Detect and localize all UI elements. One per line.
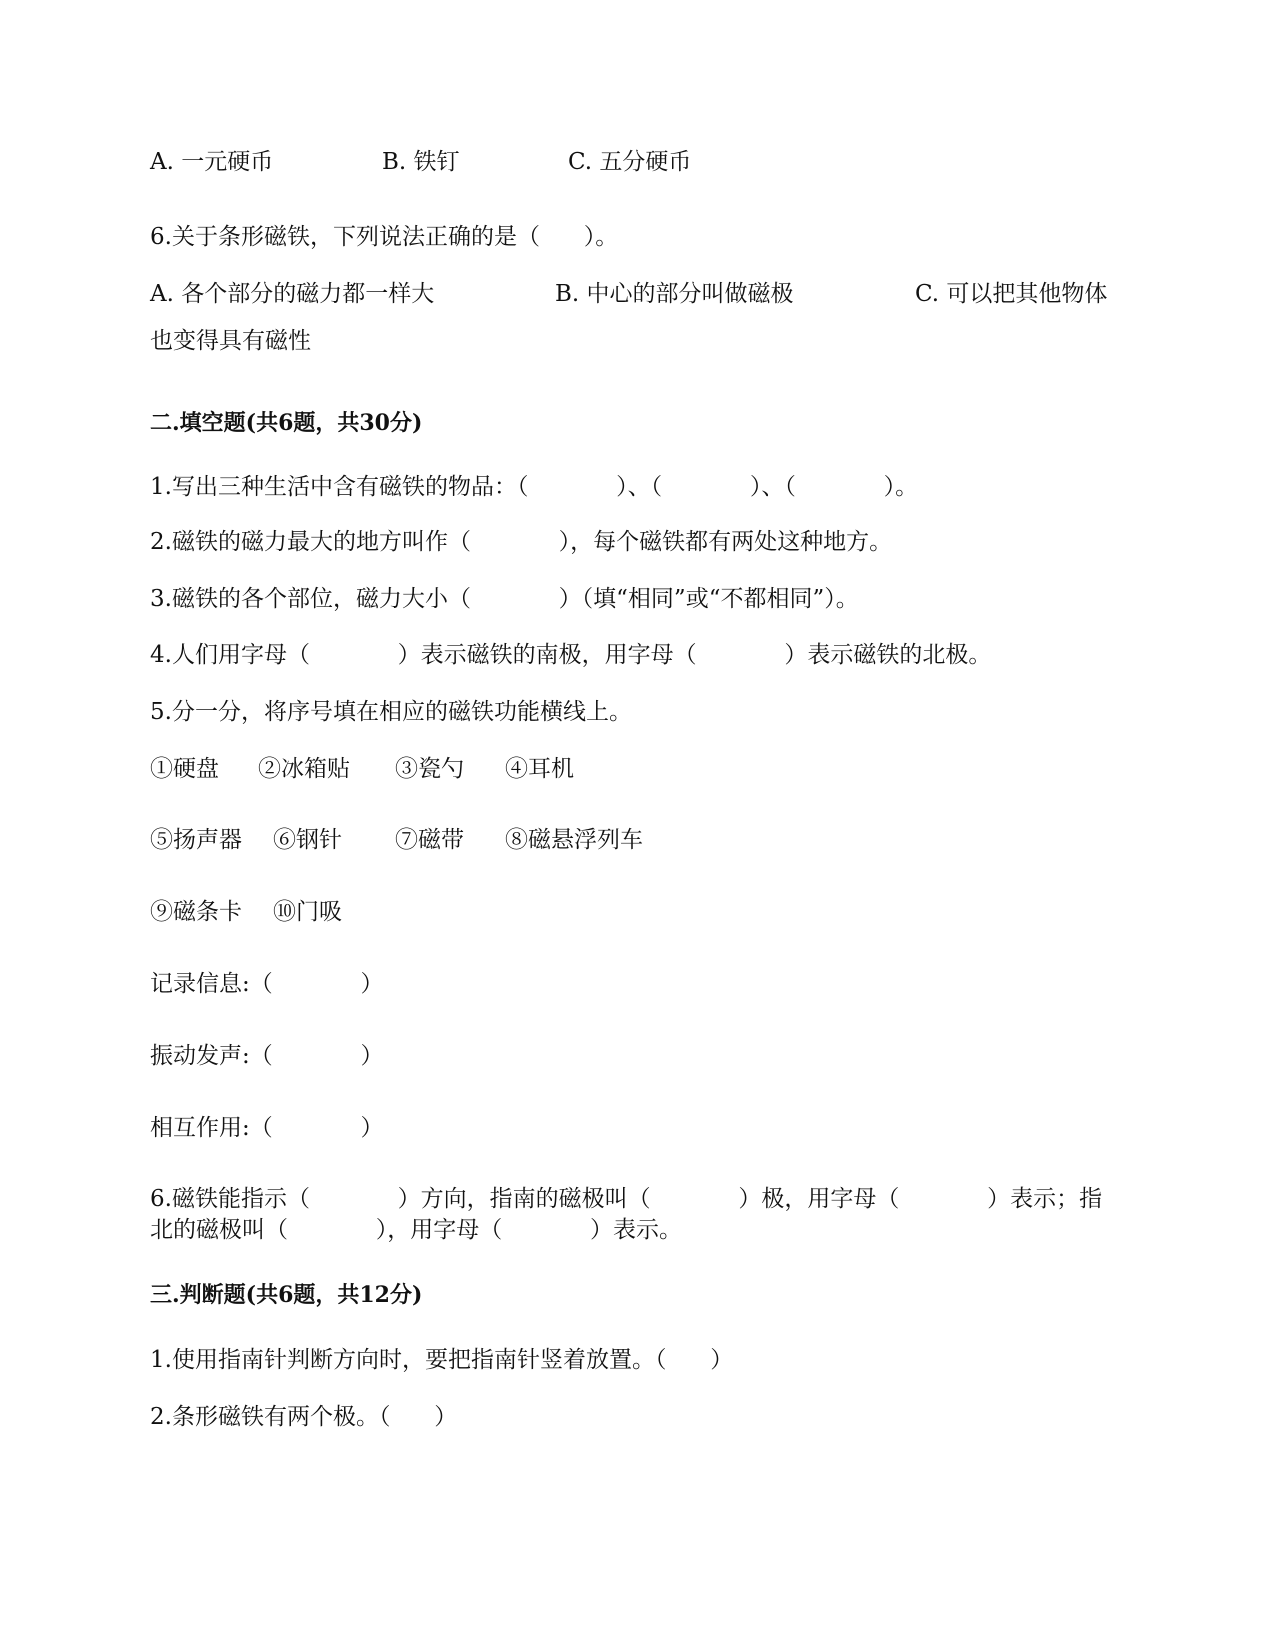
item-10: ⑩门吸 [273,899,342,925]
item-9: ⑨磁条卡 [150,899,242,925]
q5-option-a: A. 一元硬币 [150,149,274,175]
q6-option-continuation: 也变得具有磁性 [150,328,311,354]
s3-q1: 1.使用指南针判断方向时，要把指南针竖着放置。（ ） [150,1347,734,1373]
section2-heading: 二.填空题(共6题，共30分) [150,410,423,436]
q5-option-c: C. 五分硬币 [568,149,692,175]
blank-record-info: 记录信息:（ ） [150,971,384,997]
s2-q6-line2: 北的磁极叫（ ），用字母（ ）表示。 [150,1217,682,1243]
s2-q3: 3.磁铁的各个部位，磁力大小（ ）（填“相同”或“不都相同”）。 [150,586,859,612]
s3-q2: 2.条形磁铁有两个极。（ ） [150,1404,458,1430]
s2-q2: 2.磁铁的磁力最大的地方叫作（ ），每个磁铁都有两处这种地方。 [150,529,893,555]
item-7: ⑦磁带 [395,827,464,853]
q6-question: 6.关于条形磁铁，下列说法正确的是（ ）。 [150,224,619,250]
item-5: ⑤扬声器 [150,827,242,853]
item-1: ①硬盘 [150,756,219,782]
item-2: ②冰箱贴 [258,756,350,782]
item-3: ③瓷勺 [395,756,464,782]
s2-q5: 5.分一分，将序号填在相应的磁铁功能横线上。 [150,699,632,725]
item-8: ⑧磁悬浮列车 [505,827,643,853]
s2-q6-line1: 6.磁铁能指示（ ）方向，指南的磁极叫（ ）极，用字母（ ）表示；指 [150,1186,1103,1212]
q6-option-a: A. 各个部分的磁力都一样大 [150,281,435,307]
s2-q4: 4.人们用字母（ ）表示磁铁的南极，用字母（ ）表示磁铁的北极。 [150,642,992,668]
blank-interaction: 相互作用:（ ） [150,1115,384,1141]
blank-vibration-sound: 振动发声:（ ） [150,1043,384,1069]
item-4: ④耳机 [505,756,574,782]
q6-option-c: C. 可以把其他物体 [915,281,1108,307]
item-6: ⑥钢针 [273,827,342,853]
section3-heading: 三.判断题(共6题，共12分) [150,1282,423,1308]
q5-option-b: B. 铁钉 [382,149,460,175]
q6-option-b: B. 中心的部分叫做磁极 [555,281,794,307]
s2-q1: 1.写出三种生活中含有磁铁的物品：（ ）、（ ）、（ ）。 [150,474,919,500]
